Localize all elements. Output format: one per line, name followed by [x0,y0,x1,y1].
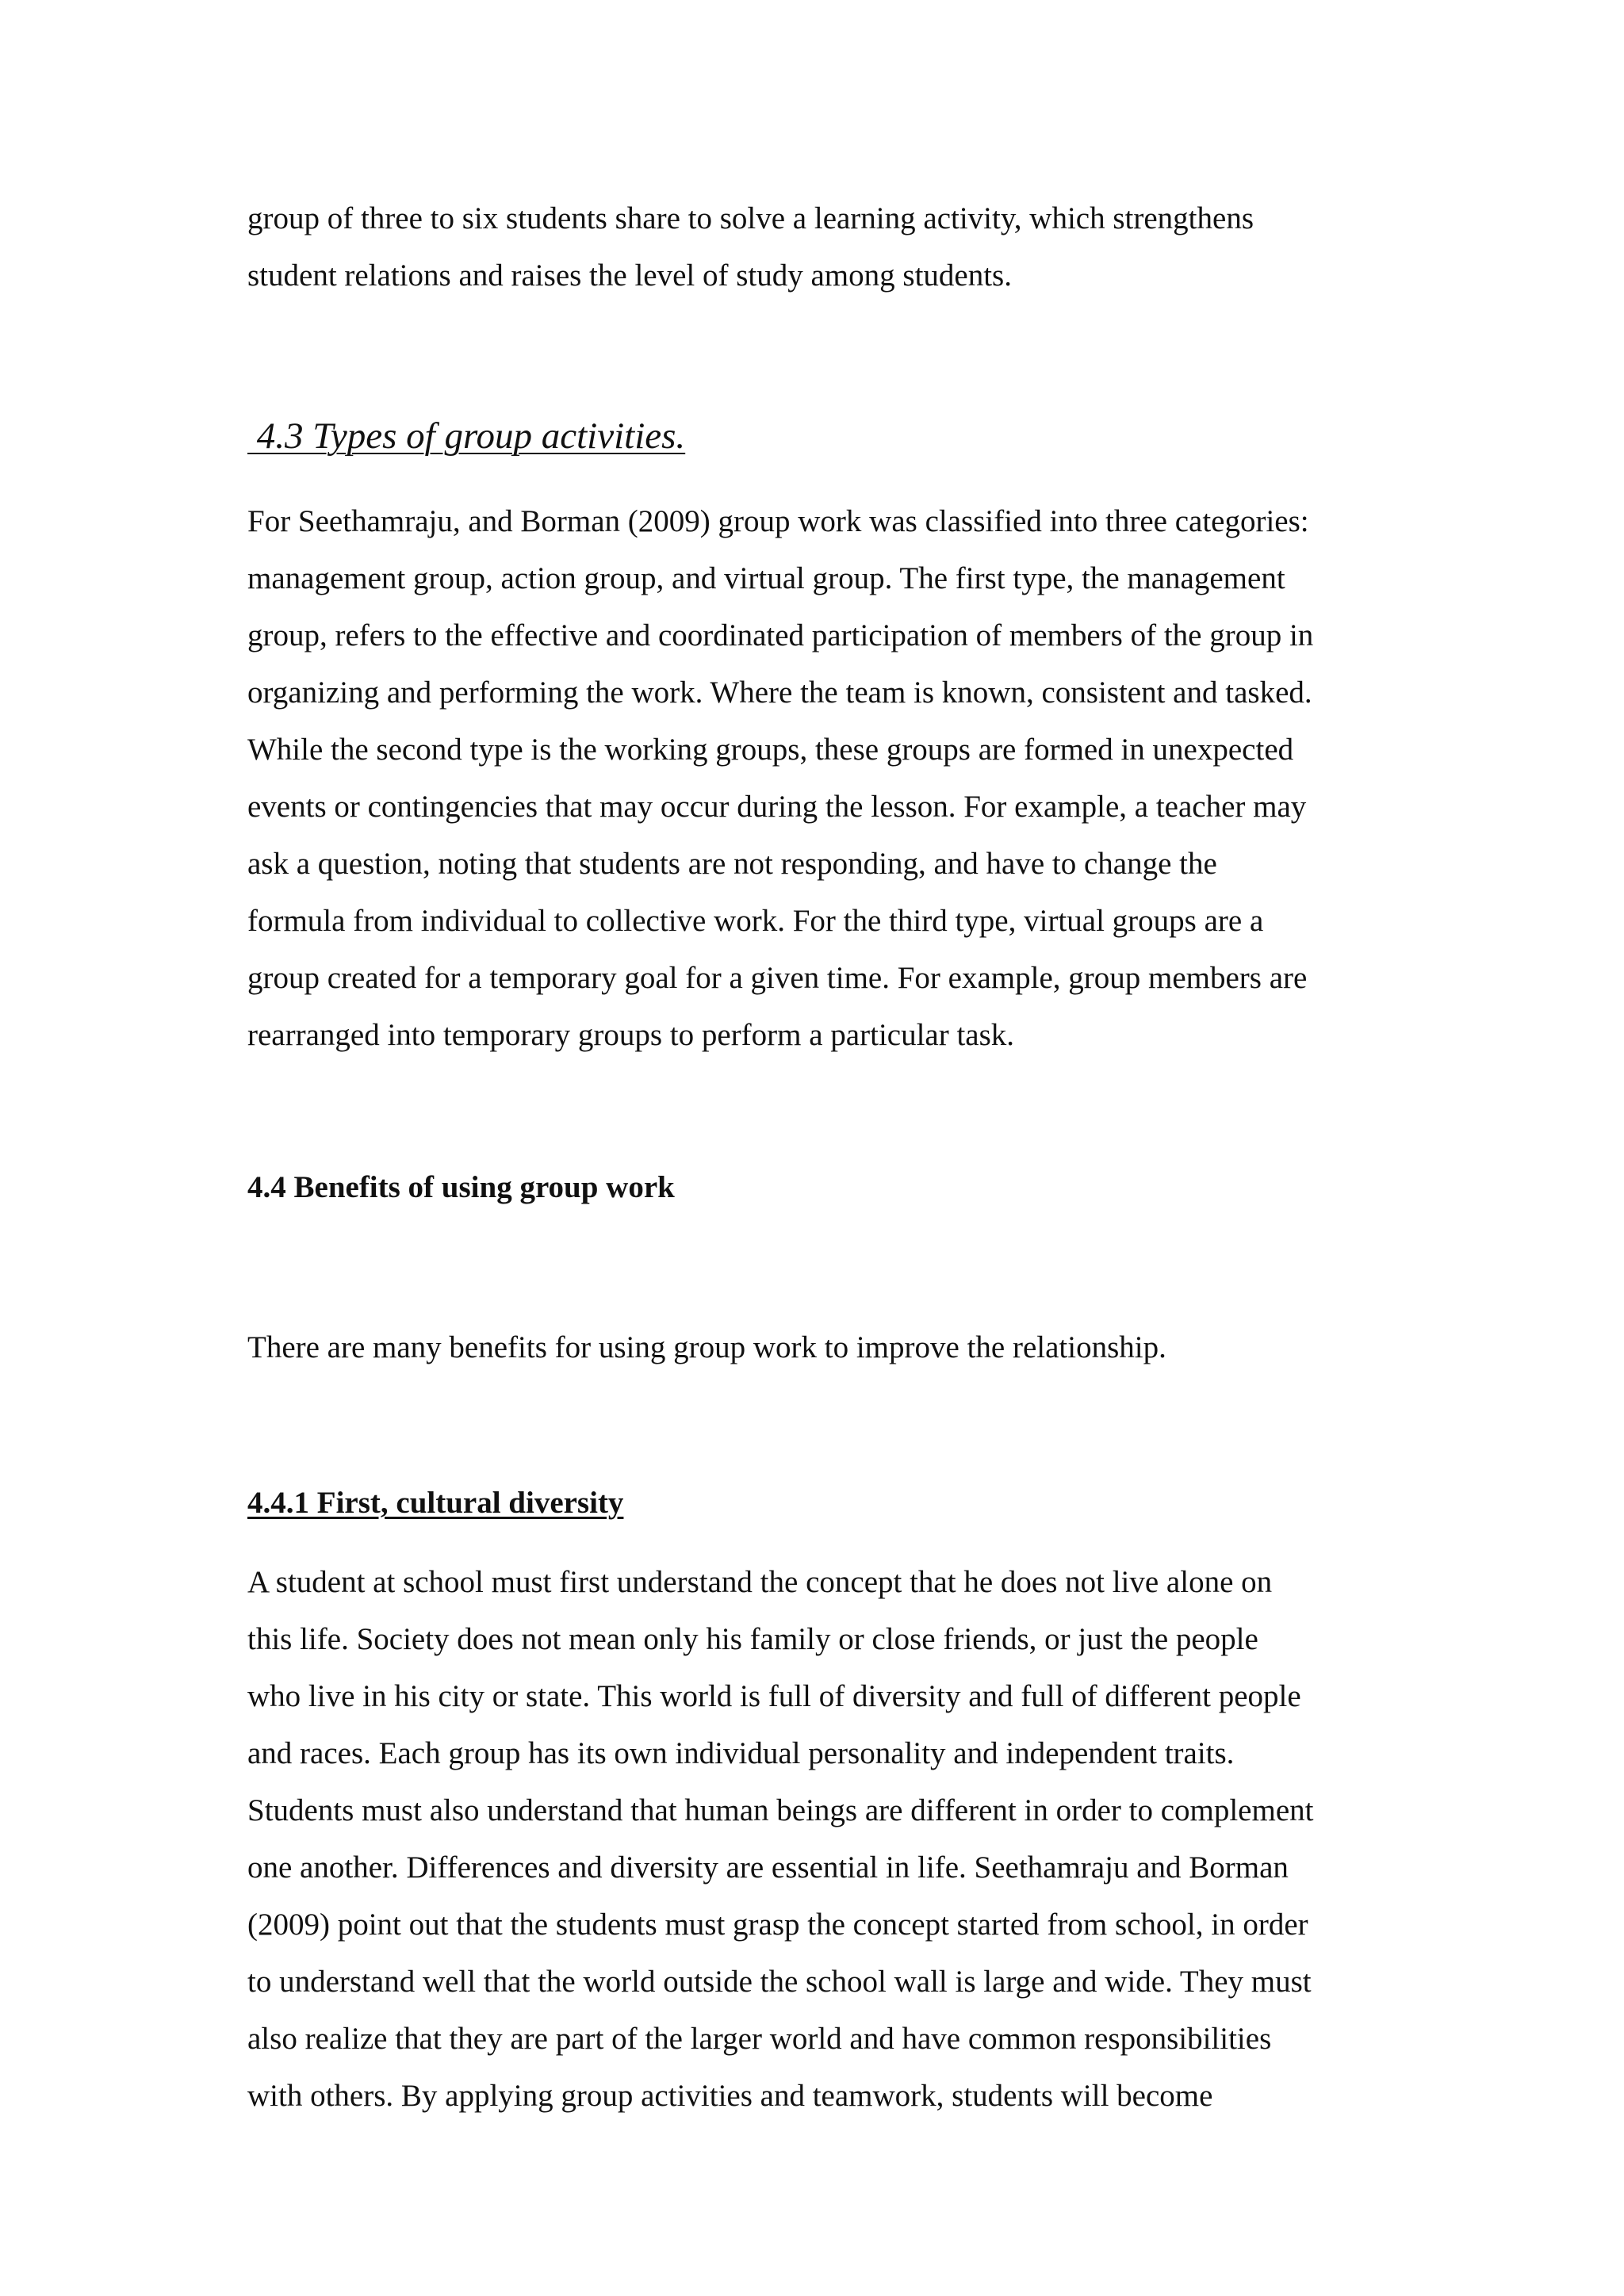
intro-line: student relations and raises the level of study among students. [247,258,1012,293]
paragraph-line: to understand well that the world outside the school wall is large and wide. They must [247,1965,1312,1999]
section-heading-4-4: 4.4 Benefits of using group work [247,1170,675,1204]
paragraph-line: Students must also understand that human beings are different in order to complement [247,1793,1314,1827]
paragraph-line: with others. By applying group activities and teamwork, students will become [247,2079,1213,2113]
paragraph-line: There are many benefits for using group work to improve the relationship. [247,1330,1166,1364]
section-heading-4-4-1-text: 4.4.1 First, cultural diversity [247,1486,624,1520]
paragraph-line: management group, action group, and virtual group. The first type, the management [247,561,1285,595]
paragraph-line: group created for a temporary goal for a given time. For example, group members are [247,961,1308,995]
paragraph-line: who live in his city or state. This world is full of diversity and full of different people [247,1679,1301,1713]
paragraph-line: this life. Society does not mean only his family or close friends, or just the people [247,1622,1258,1656]
paragraph-line: (2009) point out that the students must grasp the concept started from school, in order [247,1908,1308,1942]
section-heading-4-3 [247,412,1389,460]
paragraph-line: and races. Each group has its own individual personality and independent traits. [247,1736,1235,1770]
section-4-4-1-paragraph [247,1554,1389,2125]
paragraph-line: group, refers to the effective and coordinated participation of members of the group in [247,618,1314,652]
paragraph-line: rearranged into temporary groups to perform a particular task. [247,1018,1015,1052]
paragraph-line: A student at school must first understand the concept that he does not live alone on [247,1565,1273,1599]
paragraph-line: For Seethamraju, and Borman (2009) group work was classified into three categories: [247,504,1309,538]
section-heading-4-4-1 [247,1479,1389,1527]
paragraph-line: ask a question, noting that students are not responding, and have to change the [247,847,1217,881]
intro-paragraph [247,190,1389,304]
section-4-3-paragraph [247,493,1389,1064]
intro-line: group of three to six students share to solve a learning activity, which strengthens [247,201,1254,235]
section-4-4-paragraph [247,1319,1389,1376]
paragraph-line: one another. Differences and diversity are essential in life. Seethamraju and Borman [247,1850,1289,1885]
paragraph-line: formula from individual to collective work. For the third type, virtual groups are a [247,904,1264,938]
paragraph-line: events or contingencies that may occur during the lesson. For example, a teacher may [247,790,1307,824]
paragraph-line: organizing and performing the work. Where the team is known, consistent and tasked. [247,675,1312,710]
section-heading-4-3-text: 4.3 Types of group activities. [247,415,686,457]
paragraph-line: While the second type is the working groups, these groups are formed in unexpected [247,733,1294,767]
paragraph-line: also realize that they are part of the larger world and have common responsibilities [247,2022,1272,2056]
